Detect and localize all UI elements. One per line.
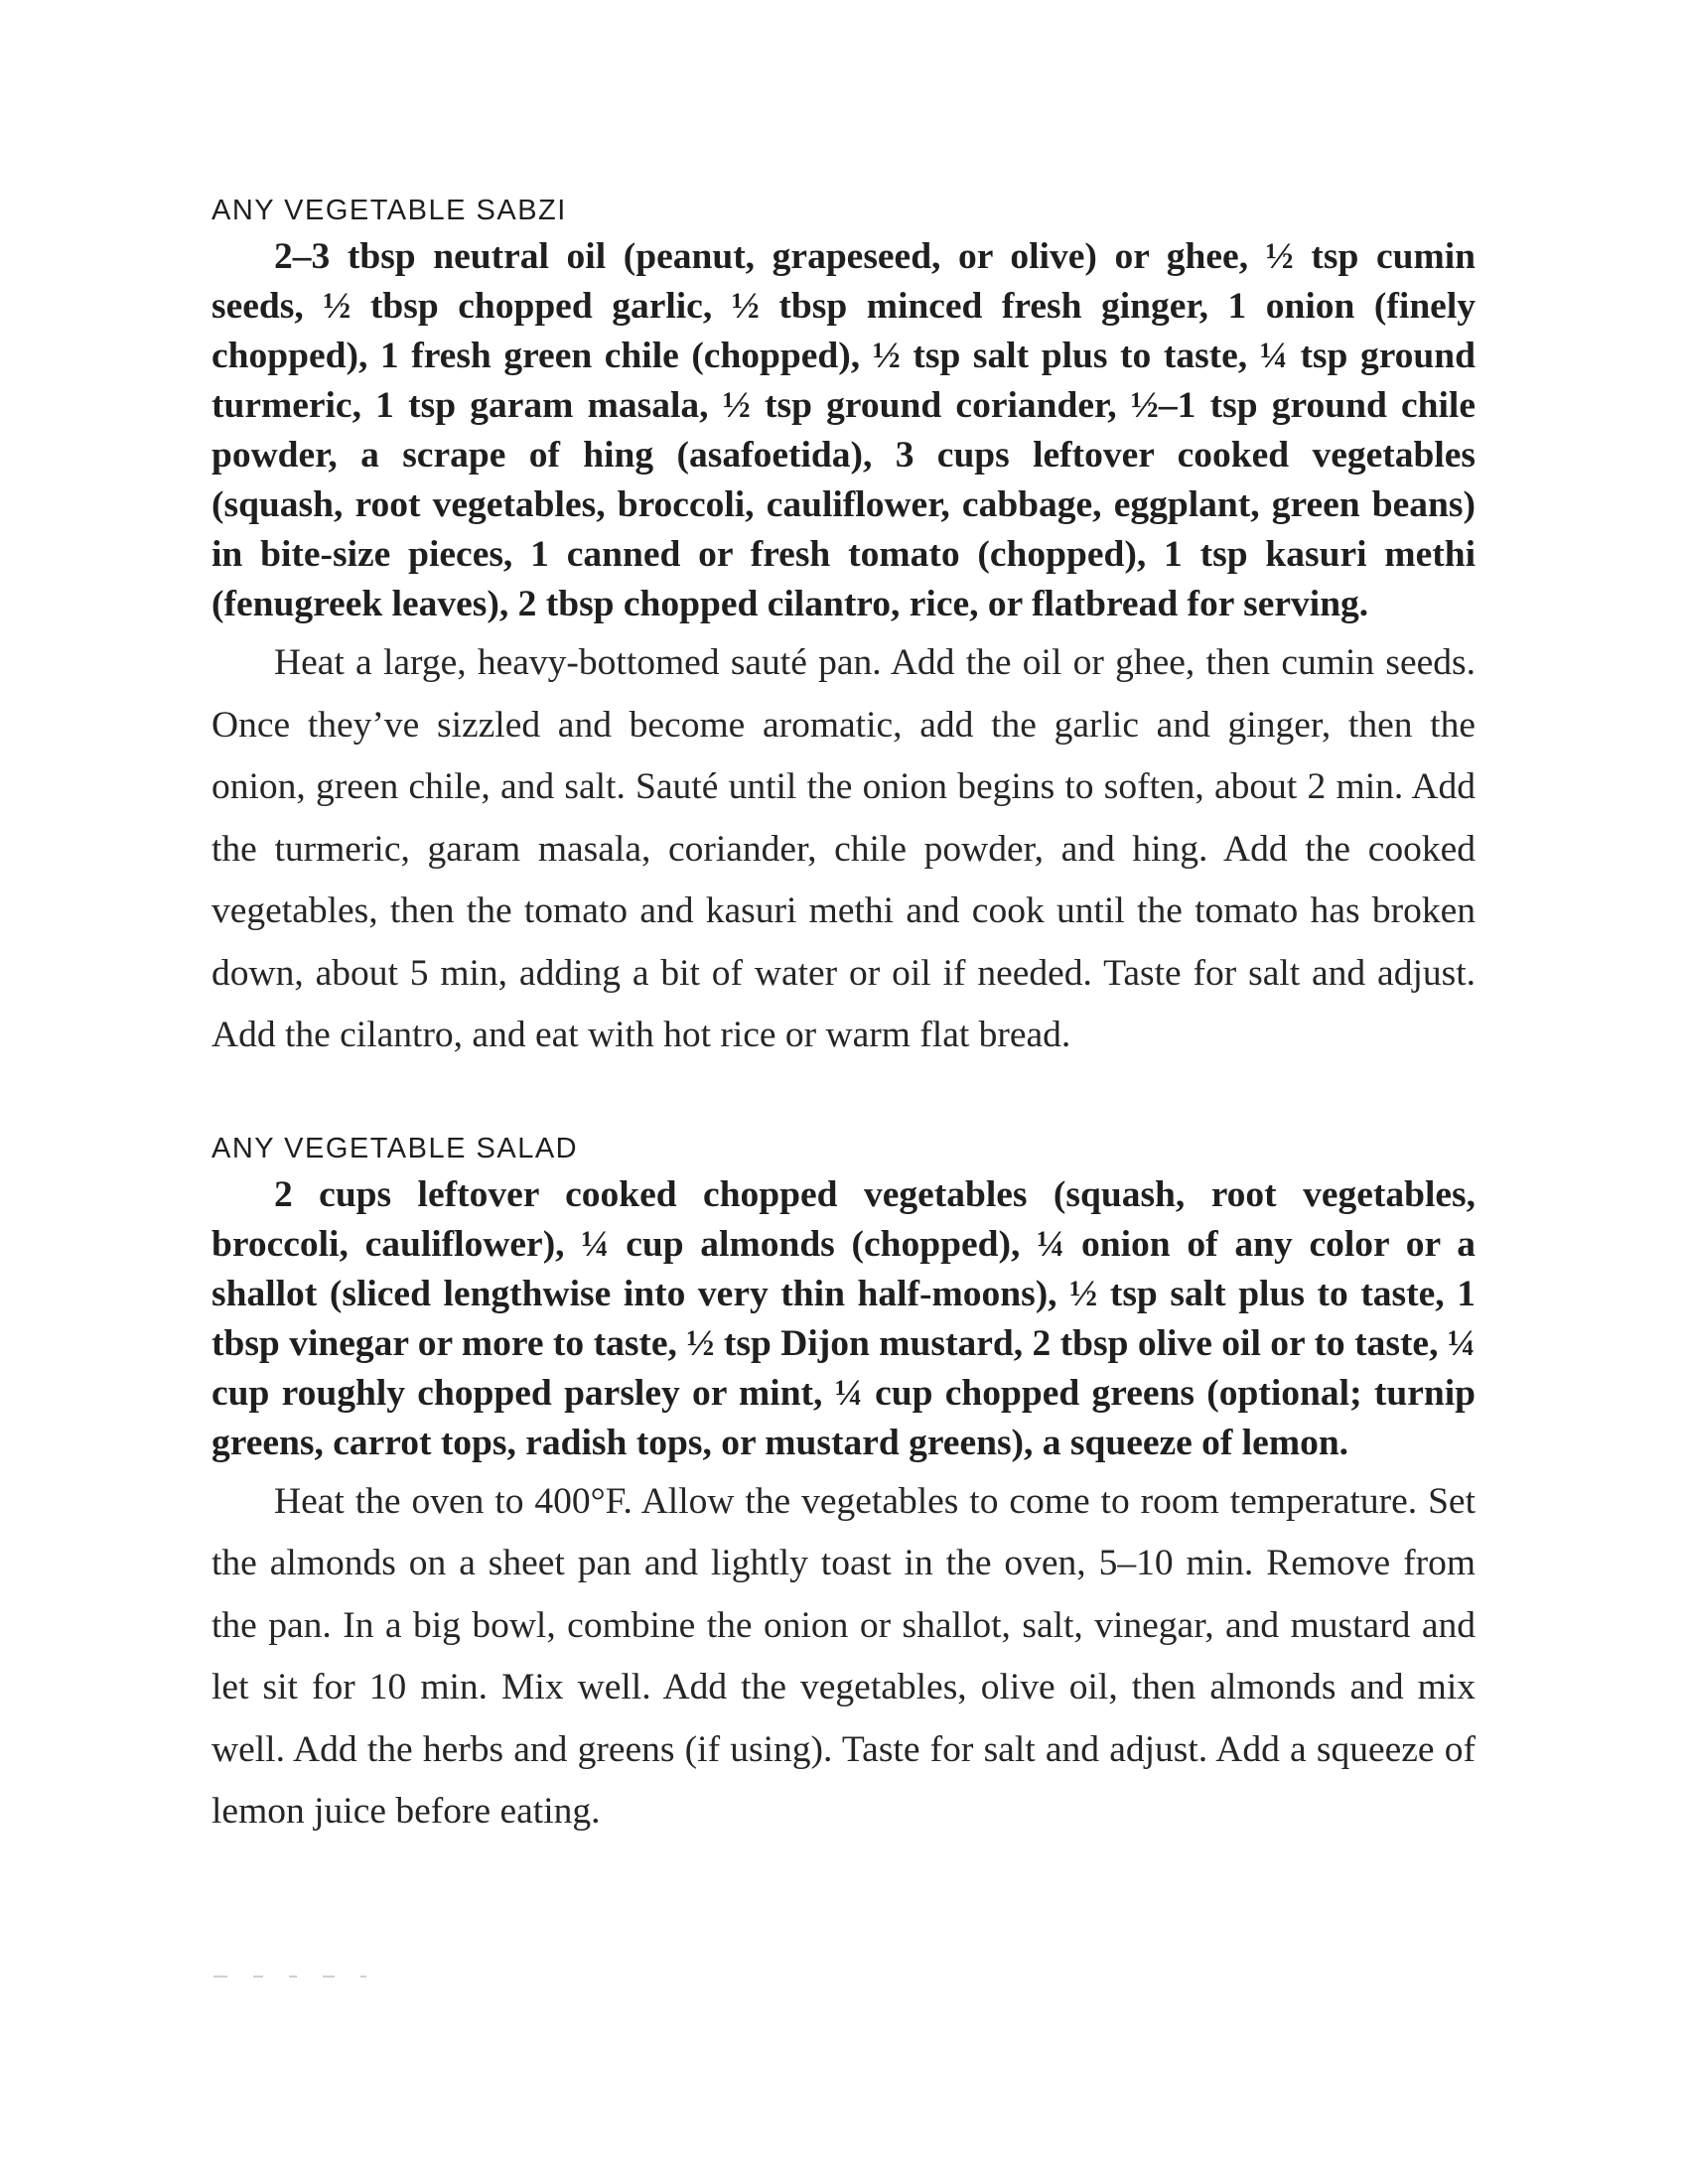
recipe-method: Heat a large, heavy-bottomed sauté pan. Add the oil or ghee, then cumin seeds. Once they’ve sizzled and become aromatic, add the garlic and ginger, then the onion, green chile, and salt. Sauté until the onion begins to soften, about 2 min. Add the turmeric, garam masala, coriander, chile powder, and hing. Add the cooked vegetables, then the tomato and kasuri methi and cook until the tomato has broken down, about 5 min, adding a bit of water or oil if needed. Taste for salt and adjust. Add the cilantro, and eat with hot rice or warm flat bread. <box>211 642 1476 1055</box>
remnant-mark <box>213 1976 227 1978</box>
recipe-method: Heat the oven to 400°F. Allow the vegetables to come to room temperature. Set the almonds on a sheet pan and lightly toast in the oven, 5–10 min. Remove from the pan. In a big bowl, combine the onion or shallot, salt, vinegar, and mustard and let sit for 10 min. Mix well. Add the vegetables, olive oil, then almonds and mix well. Add the herbs and greens (if using). Taste for salt and adjust. Add a squeeze of lemon juice before eating. <box>211 1480 1476 1832</box>
recipe-title: ANY VEGETABLE SALAD <box>211 1132 579 1164</box>
recipe-any-vegetable-sabzi <box>211 189 1476 1067</box>
remnant-mark <box>323 1976 335 1978</box>
recipe-ingredients: 2–3 tbsp neutral oil (peanut, grapeseed, or olive) or ghee, ½ tsp cumin seeds, ½ tbsp chopped garlic, ½ tbsp minced fresh ginger, 1 onion (finely chopped), 1 fresh green chile (chopped), ½ tsp salt plus to taste, ¼ tsp ground turmeric, 1 tsp garam masala, ½ tsp ground coriander, ½–1 tsp ground chile powder, a scrape of hing (asafoetida), 3 cups leftover cooked vegetables (squash, root vegetables, broccoli, cauliflower, cabbage, eggplant, green beans) in bite-size pieces, 1 canned or fresh tomato (chopped), 1 tsp kasuri methi (fenugreek leaves), 2 tbsp chopped cilantro, rice, or flatbread for serving. <box>211 236 1476 624</box>
remnant-mark <box>360 1976 366 1978</box>
remnant-mark <box>253 1976 263 1978</box>
page-bottom-remnant <box>213 1976 511 1981</box>
recipe-any-vegetable-salad <box>211 1127 1476 1843</box>
recipe-page <box>211 189 1476 1843</box>
recipe-title: ANY VEGETABLE SABZI <box>211 195 567 226</box>
remnant-mark <box>289 1976 297 1978</box>
recipe-ingredients: 2 cups leftover cooked chopped vegetables (squash, root vegetables, broccoli, cauliflower), ¼ cup almonds (chopped), ¼ onion of any color or a shallot (sliced lengthwise into very thin half-moons), ½ tsp salt plus to taste, 1 tbsp vinegar or more to taste, ½ tsp Dijon mustard, 2 tbsp olive oil or to taste, ¼ cup roughly chopped parsley or mint, ¼ cup chopped greens (optional; turnip greens, carrot tops, radish tops, or mustard greens), a squeeze of lemon. <box>211 1173 1476 1463</box>
